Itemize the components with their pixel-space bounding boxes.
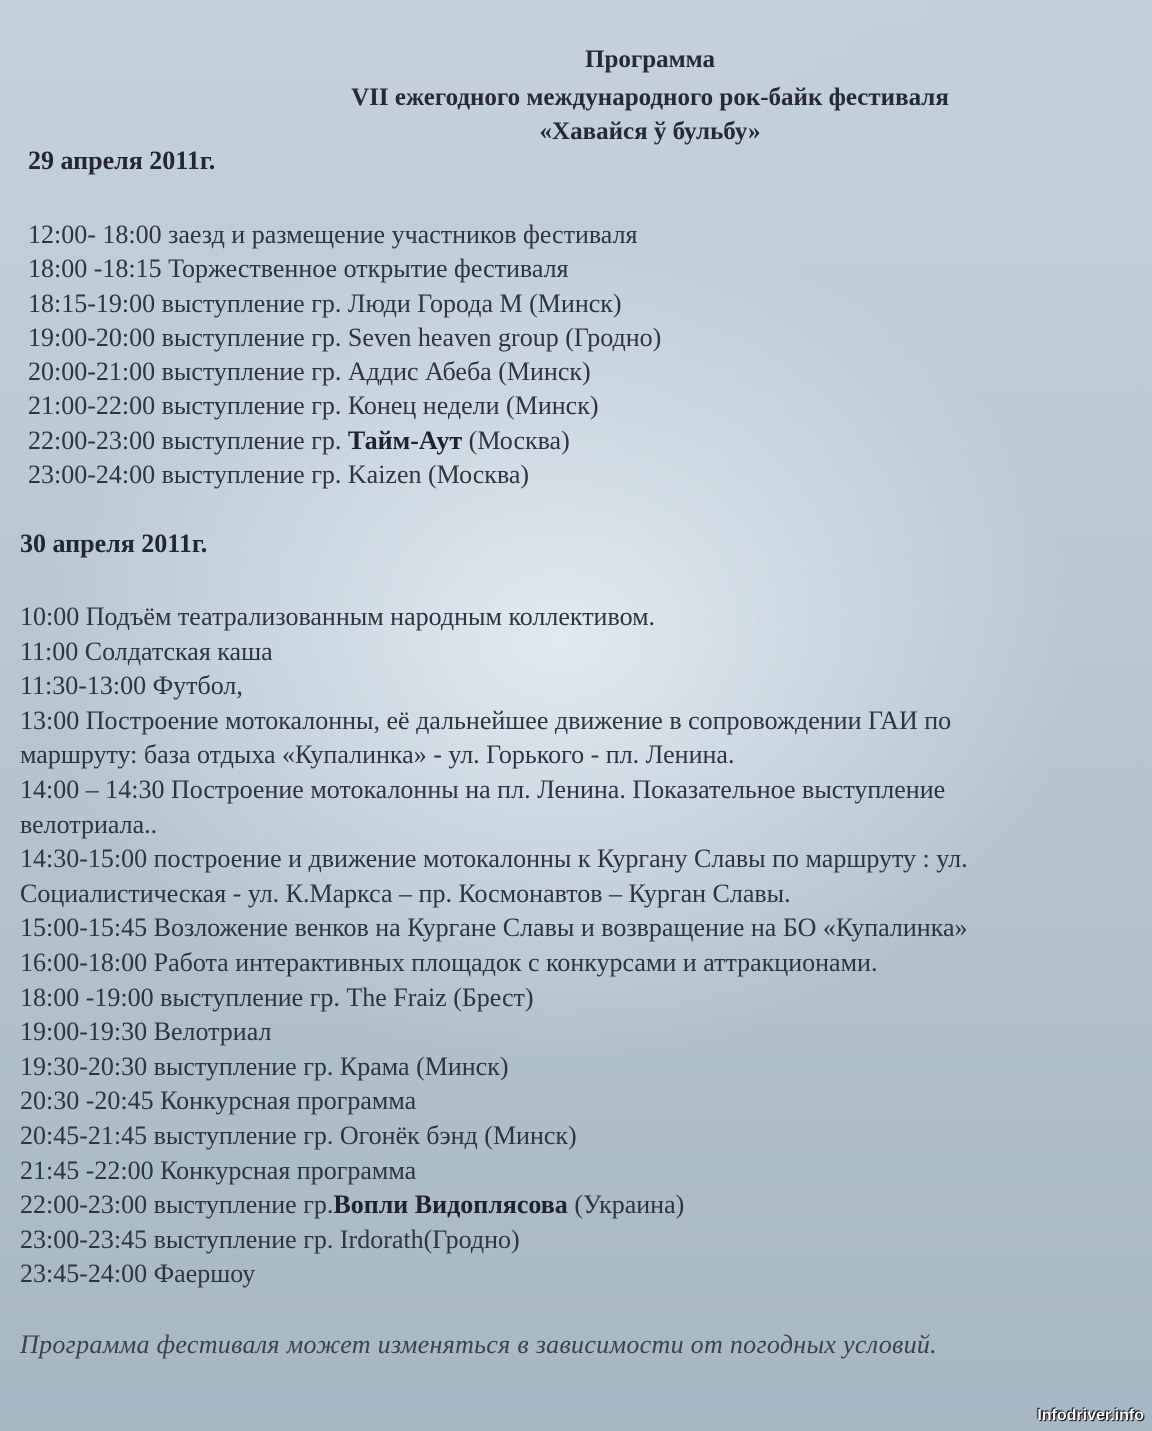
schedule-line: 20:30 -20:45 Конкурсная программа — [20, 1086, 417, 1116]
headliner-name: Вопли Видоплясова — [333, 1190, 568, 1220]
schedule-line: 21:45 -22:00 Конкурсная программа — [20, 1155, 417, 1185]
schedule-line: 23:00-23:45 выступление гр. Irdorath(Гродно) — [20, 1224, 520, 1254]
schedule-line-end: (Москва) — [462, 425, 570, 455]
schedule-line: 13:00 Построение мотокалонны, её дальнейшее движение в сопровождении ГАИ по — [20, 705, 952, 735]
schedule-line: 18:00 -18:15 Торжественное открытие фестиваля — [28, 254, 569, 284]
schedule-line: 19:00-20:00 выступление гр. Seven heaven group (Гродно) — [28, 322, 662, 352]
schedule-line — [20, 1188, 968, 1223]
schedule-line: 21:00-22:00 выступление гр. Конец недели (Минск) — [28, 391, 599, 421]
program-title: Программа — [585, 46, 715, 73]
watermark: Infodriver.info — [1037, 1407, 1144, 1424]
schedule-line: 16:00-18:00 Работа интерактивных площадок с конкурсами и аттракционами. — [20, 947, 878, 977]
schedule-line: 18:00 -19:00 выступление гр. The Fraiz (Брест) — [20, 982, 534, 1012]
schedule-line: 11:00 Солдатская каша — [20, 636, 273, 666]
day2-date: 30 апреля 2011г. — [20, 529, 208, 558]
schedule-line: 10:00 Подъём театрализованным народным коллективом. — [20, 602, 656, 631]
headliner-name: Тайм-Аут — [347, 425, 463, 455]
day1-schedule — [28, 218, 661, 492]
schedule-line: маршруту: база отдыха «Купалинка» - ул. Горького - пл. Ленина. — [20, 740, 735, 770]
schedule-line: 18:15-19:00 выступление гр. Люди Города М (Минск) — [28, 288, 622, 318]
festival-name: «Хавайся ў бульбу» — [539, 118, 761, 145]
schedule-line: 20:45-21:45 выступление гр. Огонёк бэнд (Минск) — [20, 1120, 577, 1150]
schedule-line: 14:00 – 14:30 Построение мотокалонны на пл. Ленина. Показательное выступление — [20, 774, 946, 804]
schedule-line: 19:00-19:30 Велотриал — [20, 1017, 272, 1047]
schedule-line: 14:30-15:00 построение и движение мотокалонны к Кургану Славы по маршруту : ул. — [20, 844, 968, 874]
schedule-line: 12:00- 18:00 заезд и размещение участников фестиваля — [28, 220, 638, 249]
schedule-line: 20:00-21:00 выступление гр. Аддис Абеба (Минск) — [28, 357, 591, 387]
weather-note: Программа фестиваля может изменяться в зависимости от погодных условий. — [20, 1330, 937, 1359]
schedule-line: 23:00-24:00 выступление гр. Kaizen (Москва) — [28, 460, 530, 490]
schedule-line: 19:30-20:30 выступление гр. Крама (Минск) — [20, 1051, 509, 1081]
schedule-line: 11:30-13:00 Футбол, — [20, 671, 243, 701]
schedule-line-start: 22:00-23:00 выступление гр. — [28, 425, 348, 455]
schedule-line — [28, 424, 661, 458]
schedule-line: Социалистическая - ул. К.Маркса – пр. Космонавтов – Курган Славы. — [20, 878, 791, 908]
schedule-line: велотриала.. — [20, 809, 158, 839]
schedule-line-end: (Украина) — [567, 1190, 685, 1220]
festival-subtitle: VII ежегодного международного рок-байк фестиваля — [351, 84, 949, 111]
day1-date: 29 апреля 2011г. — [28, 146, 216, 175]
schedule-line: 23:45-24:00 Фаершоу — [20, 1259, 256, 1289]
schedule-line: 15:00-15:45 Возложение венков на Кургане Славы и возвращение на БО «Купалинка» — [20, 913, 968, 943]
schedule-line-start: 22:00-23:00 выступление гр. — [20, 1190, 334, 1220]
day2-schedule — [20, 600, 968, 1292]
